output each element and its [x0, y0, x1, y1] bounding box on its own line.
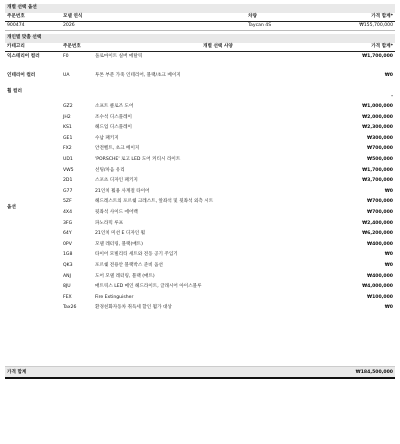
exterior-color-price: ₩1,700,000 [362, 54, 393, 59]
option-price: ₩2,000,000 [362, 114, 393, 120]
option-desc: 'PORSCHE' 로고 LED 도어 커티시 라이트 [95, 156, 181, 162]
option-desc: 선팅/차음 유리 [95, 167, 125, 173]
option-row [61, 219, 395, 230]
model-year-header: 모델 연식 [63, 13, 83, 19]
option-price: ₩700,000 [367, 209, 393, 215]
price-header: 가격 합계* [371, 13, 393, 19]
option-desc: 모델 레터링, 블랙(매트) [95, 241, 143, 247]
code-header: 주문번호 [63, 43, 81, 49]
option-row [61, 272, 395, 283]
option-row [61, 187, 395, 198]
option-price: ₩0 [384, 262, 393, 268]
vehicle-value: Taycan 4S [248, 22, 272, 28]
interior-color-desc: 투톤 부분 가죽 인테리어, 블랙/초크 베이지 [95, 73, 181, 78]
option-row [61, 208, 395, 219]
option-desc: 헤드레스트의 포르쉐 크레스트, 앞좌석 및 뒷좌석 외측 시트 [95, 199, 214, 205]
option-row [61, 155, 395, 166]
option-row [61, 261, 395, 272]
option-code: G77 [63, 188, 73, 194]
order-no-header: 주문번호 [7, 13, 25, 19]
option-desc: 21인치 미션 E 디자인 휠 [95, 231, 146, 237]
option-price: ₩6,200,000 [362, 231, 393, 237]
option-code: ANJ [63, 273, 71, 279]
option-price: ₩400,000 [367, 273, 393, 279]
interior-color-code: UA [63, 73, 70, 78]
option-price: ₩1,000,000 [362, 104, 393, 109]
option-desc: Fire Extinguisher [95, 294, 134, 300]
option-row [61, 102, 395, 113]
option-code: GZ2 [63, 104, 73, 109]
option-code: QK3 [63, 262, 73, 268]
option-desc: 매트릭스 LED 메인 헤드라이트, 글래시어 아이스블루 [95, 284, 202, 290]
order-no-value: 900474 [7, 22, 25, 28]
options-rows [61, 102, 395, 314]
option-desc: 뒷좌석 사이드 에어백 [95, 209, 138, 215]
option-code: Tax26 [63, 305, 77, 311]
option-desc: 스포츠 디자인 패키지 [95, 178, 138, 184]
options-price-header: 가격 합계* [371, 43, 393, 49]
exterior-color-code: F0 [63, 54, 69, 59]
option-price: ₩300,000 [367, 135, 393, 141]
option-code: JH2 [63, 114, 71, 120]
interior-color-price: ₩0 [384, 73, 393, 78]
exterior-color-row [5, 52, 395, 63]
option-desc: 파노라믹 루프 [95, 220, 124, 226]
desc-header: 개별 선택 사양 [203, 43, 233, 49]
vehicle-row [5, 22, 395, 31]
option-desc: 헤드업 디스플레이 [95, 125, 132, 131]
vehicle-section-title: 개별 선택 옵션 [5, 4, 395, 13]
option-code: UD1 [63, 156, 73, 162]
option-price: ₩0 [384, 252, 393, 258]
category-header: 카테고리 [7, 43, 25, 49]
option-code: FEX [63, 294, 72, 300]
option-price: ₩0 [384, 305, 393, 311]
options-list [5, 102, 395, 314]
option-row [61, 282, 395, 293]
option-row [61, 240, 395, 251]
option-desc: 21인치 휠용 사계절 타이어 [95, 188, 150, 194]
option-desc: 포르쉐 전용안 블랙박스 준비 옵션 [95, 262, 163, 268]
option-row [61, 144, 395, 155]
option-code: 2D1 [63, 178, 73, 184]
vehicle-header: 차량 [248, 13, 257, 19]
option-row [61, 293, 395, 304]
option-code: 0PV [63, 241, 72, 247]
option-row [61, 229, 395, 240]
option-code: 8JU [63, 284, 71, 290]
option-price: ₩2,400,000 [362, 220, 393, 226]
option-desc: 수납 패키지 [95, 135, 119, 141]
option-price: ₩400,000 [367, 241, 393, 247]
option-price: ₩700,000 [367, 146, 393, 152]
option-desc: 타이어 모빌리티 세트와 전동 공기 주입기 [95, 252, 178, 258]
option-code: 1G8 [63, 252, 73, 258]
option-desc: 조수석 디스플레이 [95, 114, 132, 120]
exterior-color-desc: 돌로마이트 실버 메탈릭 [95, 54, 143, 59]
option-code: 5ZF [63, 199, 72, 205]
option-price: ₩1,700,000 [362, 167, 393, 173]
total-price: ₩184,500,000 [355, 370, 393, 376]
option-row [61, 250, 395, 261]
option-price: ₩4,000,000 [362, 284, 393, 290]
option-price: ₩3,700,000 [362, 178, 393, 184]
option-price: ₩100,000 [367, 294, 393, 300]
options-header-row [5, 43, 395, 52]
option-desc: 도어 모델 레터링, 블랙 (매트) [95, 273, 155, 279]
wheel-color-price: - [391, 94, 393, 99]
model-year-value: 2026 [63, 22, 75, 28]
option-code: FX2 [63, 146, 72, 152]
option-code: 64Y [63, 231, 72, 237]
option-code: 3FG [63, 220, 73, 226]
wheel-color-row [5, 89, 395, 99]
option-row [61, 134, 395, 145]
option-row [61, 166, 395, 177]
option-desc: 안전벨트, 초크 베이지 [95, 146, 140, 152]
interior-color-label: 인테리어 컬러 [7, 73, 36, 78]
option-code: KS1 [63, 125, 72, 131]
option-desc: 환경친화자동차 취득세 할인 뭘가 대상 [95, 305, 172, 311]
option-price: ₩500,000 [367, 156, 393, 162]
option-price: ₩0 [384, 188, 393, 194]
interior-color-row [5, 63, 395, 89]
vehicle-price-value: ₩155,700,000 [359, 22, 393, 28]
total-label: 가격 합계 [7, 370, 27, 376]
option-code: GE1 [63, 135, 73, 141]
option-price: ₩2,300,000 [362, 125, 393, 131]
option-row [61, 197, 395, 208]
option-row [61, 176, 395, 187]
option-row [61, 113, 395, 124]
option-code: 4X4 [63, 209, 72, 215]
vehicle-header-row [5, 13, 395, 22]
options-category-label: 옵션 [7, 205, 16, 210]
option-row [61, 123, 395, 134]
option-price: ₩700,000 [367, 199, 393, 205]
option-desc: 소프트 클로즈 도어 [95, 104, 134, 109]
option-code: VW5 [63, 167, 74, 173]
wheel-color-label: 휠 컬러 [7, 89, 22, 94]
total-bar [5, 366, 395, 379]
options-section-title: 개인별 맞춤 선택 [5, 34, 395, 43]
option-row [61, 303, 395, 314]
configuration-summary [5, 4, 395, 379]
exterior-color-label: 익스테리어 컬러 [7, 54, 40, 59]
